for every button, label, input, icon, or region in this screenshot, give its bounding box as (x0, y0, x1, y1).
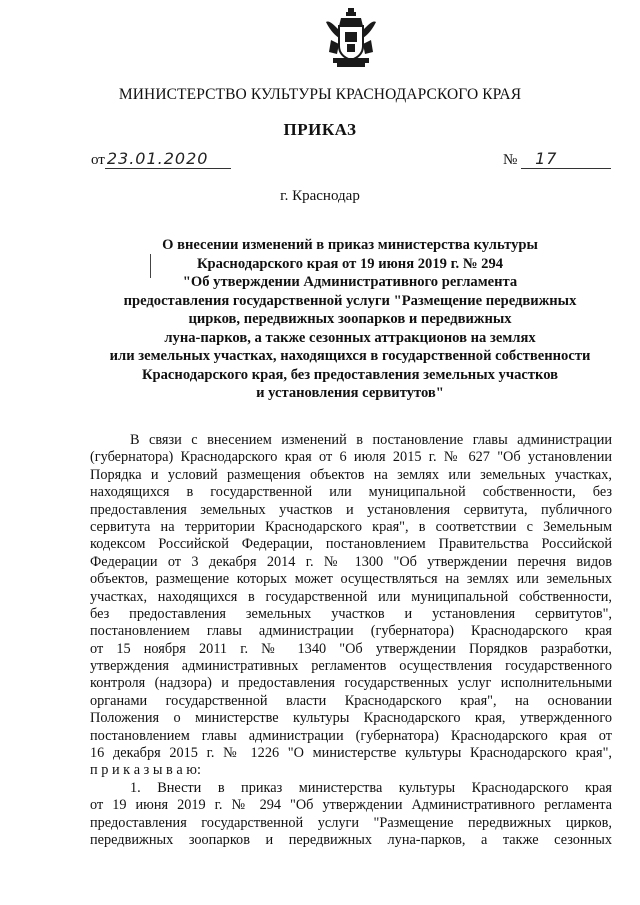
body-line: Федерации от 3 декабря 2014 г. № 1300 "Об утверждении перечня видов (90, 553, 612, 570)
title-line: Краснодарского края от 19 июня 2019 г. № 294 (196, 255, 504, 272)
body-line: Порядка и условий размещения объектов на землях или земельных участках, (90, 466, 612, 483)
body-line: органами государственной власти Краснодарского края", на основании (90, 692, 612, 709)
body-line: предоставления земельных участков и установления сервитута, публичного (90, 501, 612, 518)
title-line: или земельных участках, находящихся в государственной собственности (109, 348, 591, 364)
document-body (90, 432, 612, 849)
ministry-name: МИНИСТЕРСТВО КУЛЬТУРЫ КРАСНОДАРСКОГО КРАЯ (118, 86, 522, 103)
number-prefix: № (503, 152, 518, 168)
date-line (91, 149, 231, 169)
body-line: участках, находящихся в государственной или муниципальной собственности, (90, 588, 612, 605)
body-line: предоставления государственной услуги "Размещение передвижных цирков, (90, 814, 612, 831)
date-prefix: от (91, 152, 105, 168)
body-line: постановлением главы администрации (губернатора) Краснодарского края от (90, 727, 612, 744)
body-line: контроля (надзора) и предоставления государственных услуг исполнительными (90, 675, 612, 692)
body-line: кодексом Российской Федерации, постановлением Правительства Российской (90, 536, 612, 553)
body-line: сервитута на территории Краснодарского края", в соответствии с Земельным (90, 518, 612, 535)
body-line: 1. Внести в приказ министерства культуры Краснодарского края (130, 779, 612, 796)
title-line: "Об утверждении Административного регламента (182, 274, 518, 290)
body-line: от 19 июня 2019 г. № 294 "Об утверждении Административного регламента (90, 797, 612, 814)
body-line: от 15 ноября 2011 г. № 1340 "Об утверждении Порядков разработки, (90, 640, 612, 657)
body-line: находящихся в государственной или муниципальной собственности, без (90, 484, 612, 501)
body-line: передвижных зоопарков и передвижных луна-парков, а также сезонных (90, 831, 612, 848)
body-line: утверждения административных регламентов осуществления государственного (90, 658, 612, 675)
date-value: 23.01.2020 (105, 149, 231, 169)
coat-of-arms-emblem (325, 8, 377, 68)
body-line: Положения о министерстве культуры Краснодарского края, утвержденного (90, 710, 612, 727)
number-value: 17 (521, 149, 611, 169)
body-line: (губернатора) Краснодарского края от 6 июля 2015 г. № 627 "Об установлении (90, 449, 612, 466)
body-line: без предоставления земельных участков и установления сервитутов", (90, 605, 612, 622)
body-line: объектов, размещение которых может осуществляться на землях или земельных (90, 571, 612, 588)
title-line: предоставления государственной услуги "Размещение передвижных (123, 292, 577, 309)
title-line: О внесении изменений в приказ министерства культуры (162, 237, 538, 253)
title-line: Краснодарского края, без предоставления земельных участков (141, 366, 559, 383)
title-line: цирков, передвижных зоопарков и передвижных (188, 311, 512, 327)
title-line: и установления сервитутов" (256, 385, 444, 401)
body-line: постановлением главы администрации (губернатора) Краснодарского края (90, 623, 612, 640)
body-line: 16 декабря 2015 г. № 1226 "О министерстве культуры Краснодарского края", (90, 745, 612, 762)
document-type: ПРИКАЗ (283, 120, 357, 139)
number-line (503, 149, 611, 169)
document-title (60, 236, 640, 403)
city: г. Краснодар (280, 188, 360, 204)
title-line: луна-парков, а также сезонных аттракционов на землях (164, 329, 536, 346)
body-line: п р и к а з ы в а ю: (90, 762, 201, 779)
body-line: В связи с внесением изменений в постановление главы администрации (130, 432, 612, 448)
